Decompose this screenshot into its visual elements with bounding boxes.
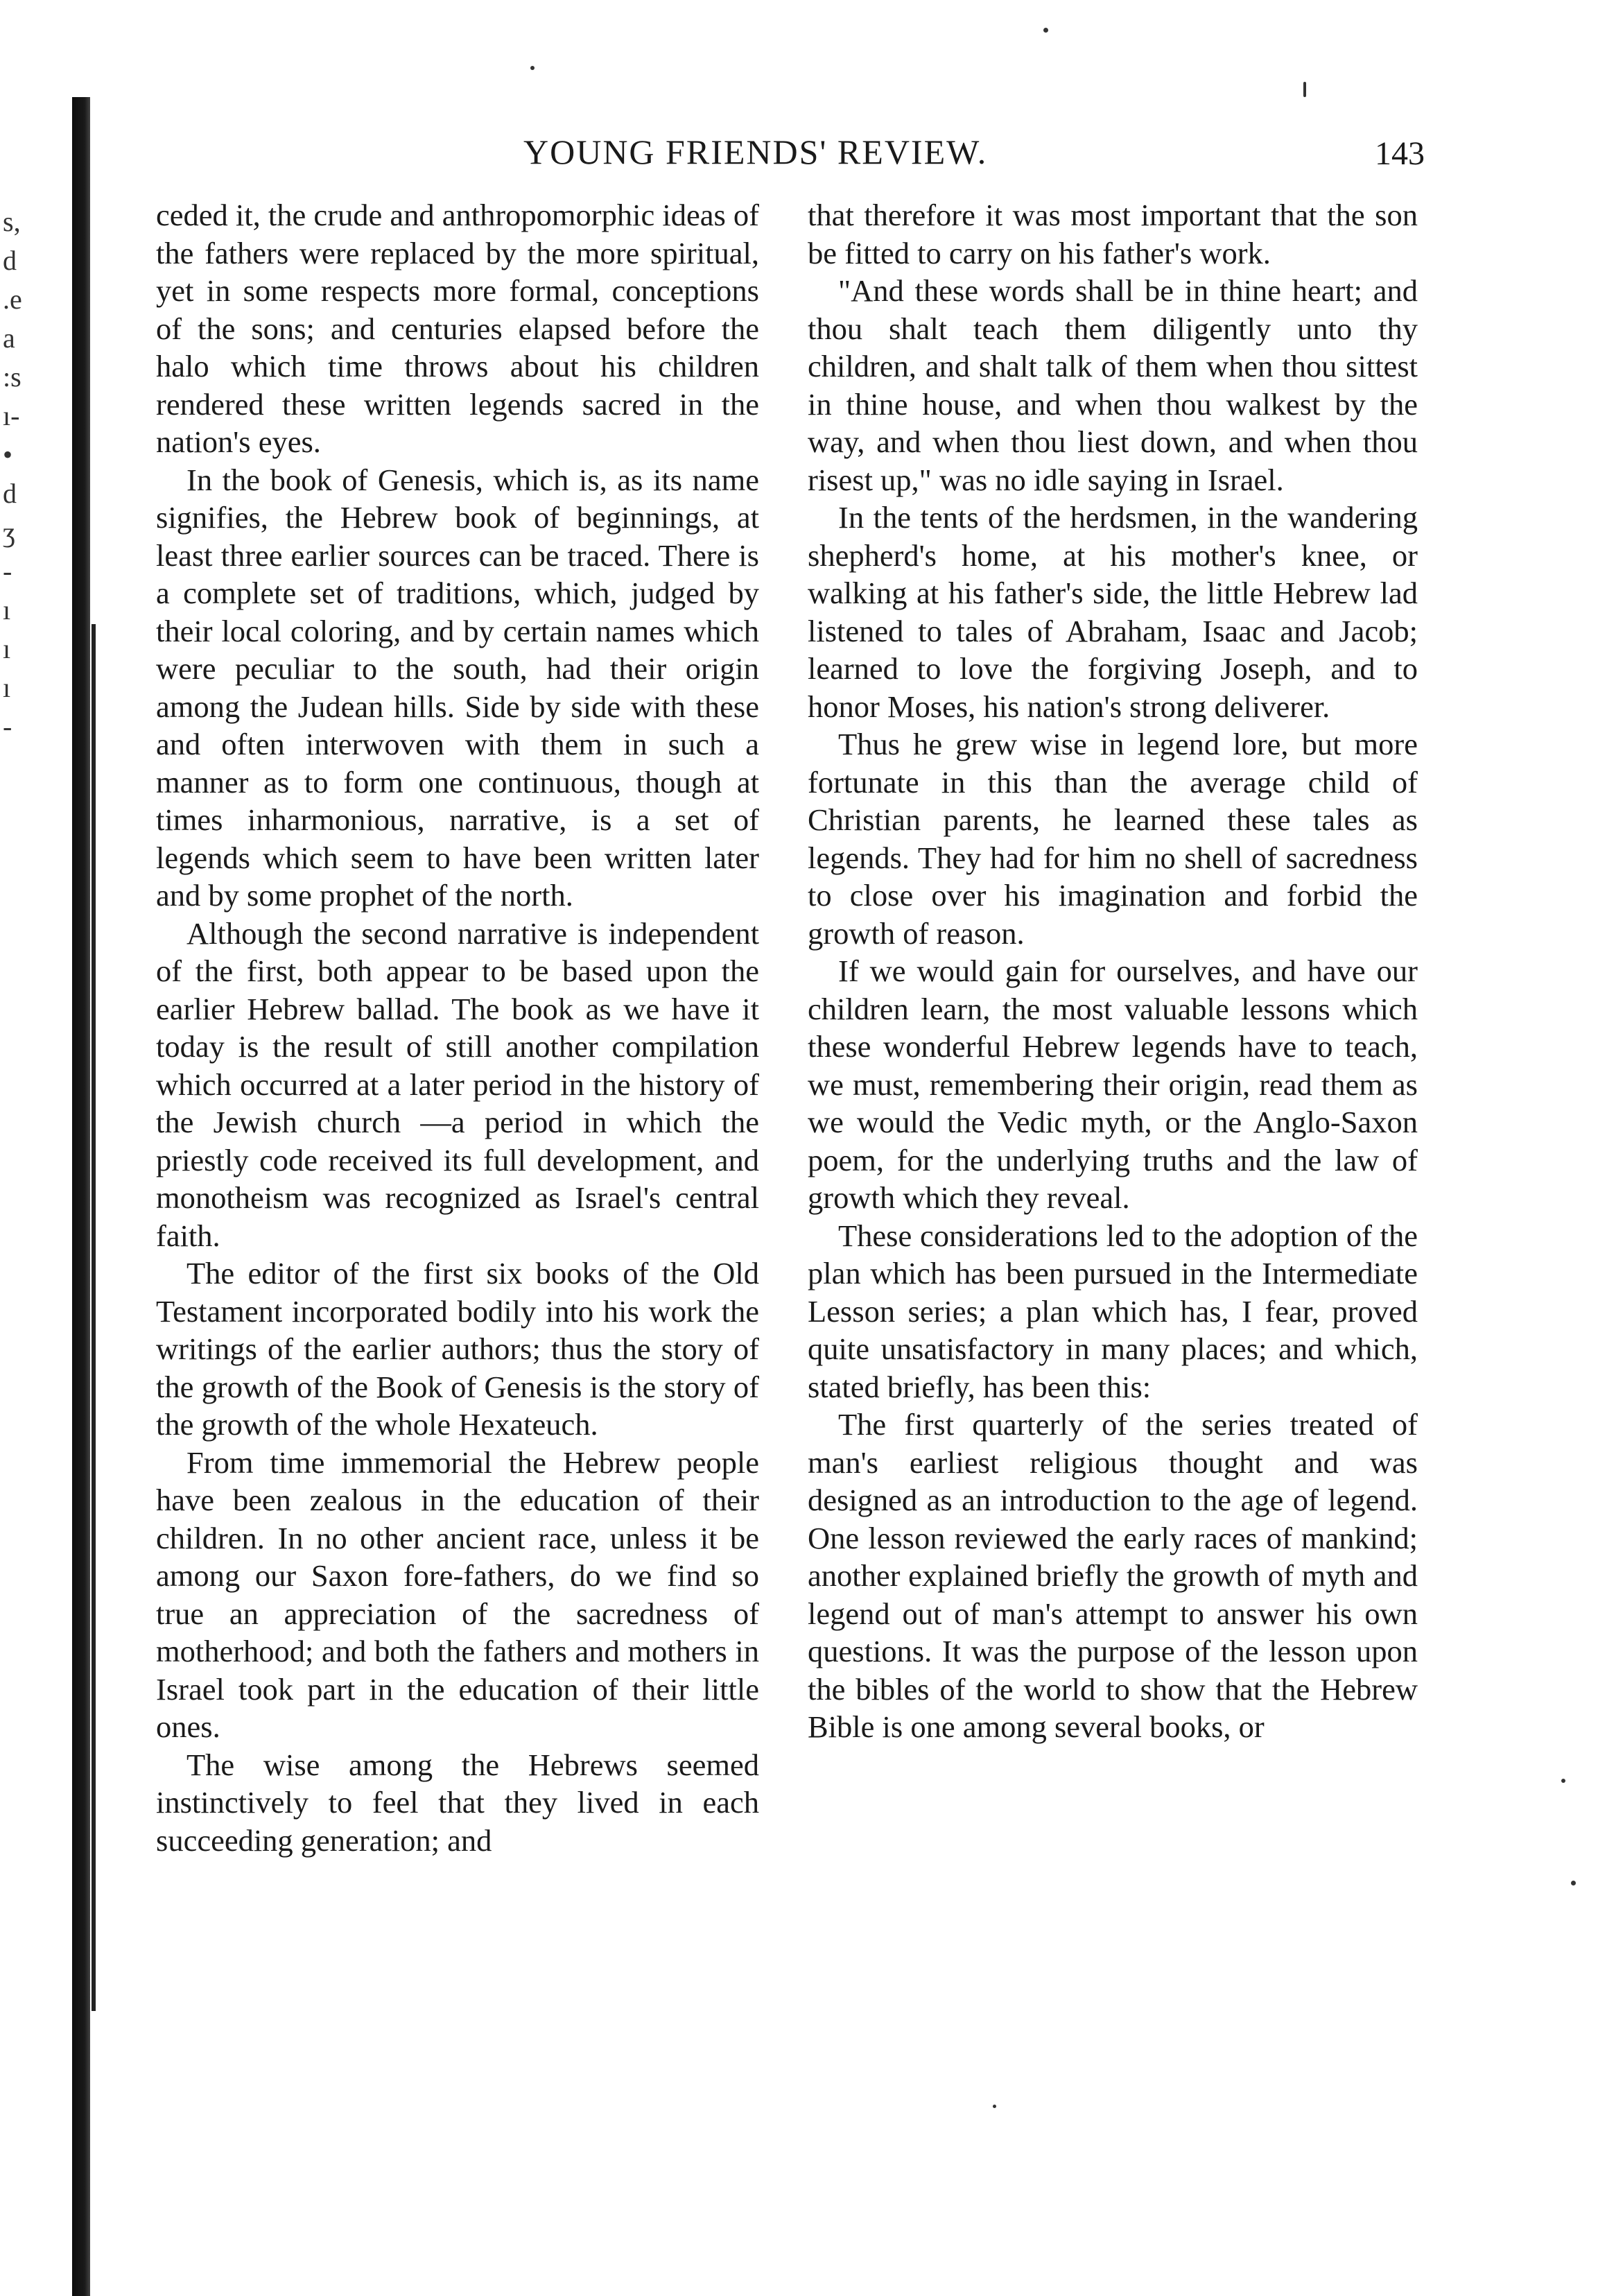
- paragraph: that therefore it was most important that the son be fitted to carry on his father's work.: [808, 198, 1418, 270]
- paragraph: In the book of Genesis, which is, as its name signifies, the Hebrew book of beginnings, at least three earlier sources can be traced. There is a complete set of traditions, which, judged by their local coloring, and by certain names which were peculiar to the south, had their origin among the Judean hills. Side by side with these and often interwoven with them in such a manner as to form one continuous, though at times inharmonious, narrative, is a set of legends which seem to have been written later and by some prophet of the north.: [156, 462, 759, 913]
- print-speck: [1561, 1779, 1565, 1783]
- page-number: 143: [1375, 135, 1425, 172]
- right-column: [808, 196, 1418, 1746]
- paragraph: These considerations led to the adoption of the plan which has been pursued in the Intermediate Lesson series; a plan which has, I fear, proved quite unsatisfactory in many places; and which, stated briefly, has been this:: [808, 1218, 1418, 1404]
- margin-fragment: -: [3, 555, 12, 587]
- margin-fragments: [3, 208, 58, 752]
- margin-fragment: ı-: [3, 400, 20, 431]
- print-speck: [1571, 1881, 1576, 1885]
- paragraph: If we would gain for ourselves, and have our children learn, the most valuable lessons which these wonderful Hebrew legends have to teach, we must, remembering their origin, read them as we would the Vedic myth, or the Anglo-Saxon poem, for the underlying truths and the law of growth which they reveal.: [808, 953, 1418, 1215]
- paragraph: Although the second narrative is independent of the first, both appear to be based upon the earlier Hebrew ballad. The book as we have it today is the result of still another compilation which occurred at a later period in the history of the Jewish church —a period in which the priestly code received its full development, and monotheism was recognized as Israel's central faith.: [156, 915, 759, 1253]
- print-speck: [530, 66, 535, 70]
- margin-fragment: d: [3, 245, 17, 276]
- running-header: [156, 132, 1425, 187]
- paragraph: The first quarterly of the series treated of man's earliest religious thought and was designed as an introduction to the age of legend. One lesson reviewed the early races of mankind; another explained briefly the growth of myth and legend out of man's attempt to answer his own questions. It was the purpose of the lesson upon the bibles of the world to show that the Hebrew Bible is one among several books, or: [808, 1407, 1418, 1744]
- margin-fragment: a: [3, 322, 15, 354]
- left-column: [156, 196, 759, 1859]
- paragraph: ceded it, the crude and anthropomorphic ideas of the fathers were replaced by the more spiritual, yet in some respects more formal, conceptions of the sons; and centuries elapsed before the halo which time throws about his children rendered these written legends sacred in the nation's eyes.: [156, 198, 759, 459]
- print-speck: [1043, 28, 1048, 33]
- margin-fragment: d: [3, 478, 17, 509]
- margin-fragment: ı: [3, 672, 11, 703]
- running-title: YOUNG FRIENDS' REVIEW.: [523, 132, 988, 171]
- paragraph: The wise among the Hebrews seemed instinctively to feel that they lived in each succeeding generation; and: [156, 1747, 759, 1858]
- paragraph: From time immemorial the Hebrew people have been zealous in the education of their children. In no other ancient race, unless it be among our Saxon fore-fathers, do we find so true an appreciation of the sacredness of motherhood; and both the fathers and mothers in Israel took part in the education of their little ones.: [156, 1444, 759, 1744]
- paragraph: The editor of the first six books of the Old Testament incorporated bodily into his work the writings of the earlier authors; thus the story of the growth of the Book of Genesis is the story of the growth of the whole Hexateuch.: [156, 1256, 759, 1442]
- margin-fragment: s,: [3, 206, 21, 237]
- margin-fragment: •: [3, 439, 13, 470]
- margin-fragment: ı: [3, 633, 11, 664]
- page-binding-edge: [72, 97, 90, 2296]
- page-binding-shadow: [92, 624, 96, 2011]
- margin-fragment: .e: [3, 284, 22, 315]
- paragraph: "And these words shall be in thine heart; and thou shalt teach them diligently unto thy children, and shalt talk of them when thou sittest in thine house, and when thou walkest by the way, and when thou liest down, and when thou risest up," was no idle saying in Israel.: [808, 273, 1418, 497]
- paragraph: In the tents of the herdsmen, in the wandering shepherd's home, at his mother's knee, or walking at his father's side, the little Hebrew lad listened to tales of Abraham, Isaac and Jacob; learned to love the forgiving Joseph, and to honor Moses, his nation's strong deliverer.: [808, 500, 1418, 724]
- paragraph: Thus he grew wise in legend lore, but more fortunate in this than the average child of Christian parents, he learned these tales as legends. They had for him no shell of sacredness to close over his imagination and forbid the growth of reason.: [808, 727, 1418, 951]
- print-speck: [993, 2105, 996, 2108]
- margin-fragment: ı: [3, 594, 11, 625]
- margin-fragment: ʒ: [3, 517, 15, 548]
- print-speck: [1303, 82, 1306, 97]
- margin-fragment: -: [3, 711, 12, 742]
- margin-fragment: :s: [3, 361, 21, 392]
